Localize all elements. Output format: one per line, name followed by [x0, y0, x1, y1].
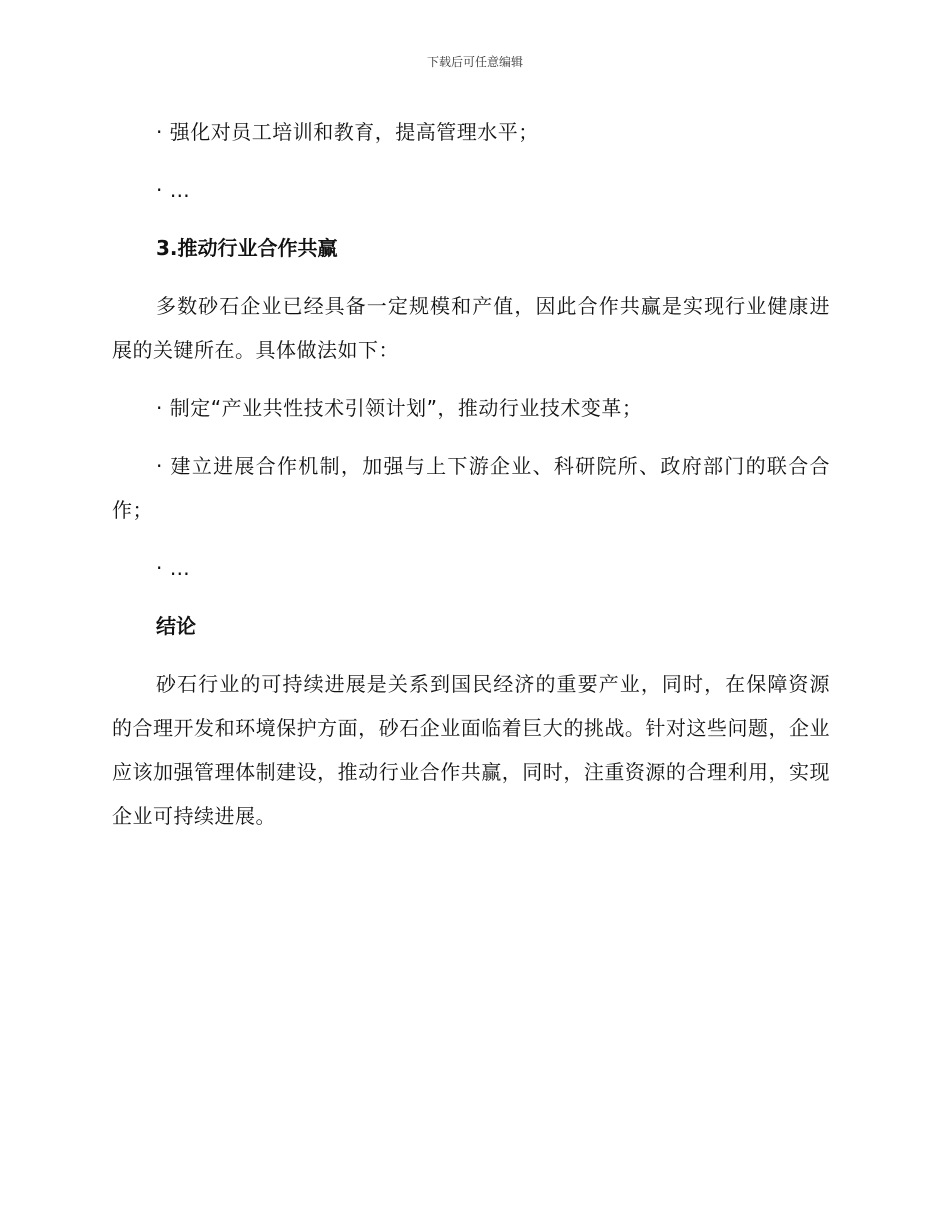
- bullet-tech-plan: · 制定“产业共性技术引领计划”，推动行业技术变革；: [156, 396, 643, 420]
- bullet-ellipsis-1: · …: [156, 178, 191, 202]
- conclusion-heading: 结论: [156, 614, 196, 638]
- bullet-ellipsis-2: · …: [156, 556, 191, 580]
- document-body: [112, 110, 830, 838]
- section-3-heading: 3.推动行业合作共赢: [156, 236, 338, 260]
- bullet-cooperation-mechanism: · 建立进展合作机制，加强与上下游企业、科研院所、政府部门的联合合作；: [112, 454, 830, 522]
- page-header-note: 下载后可任意编辑: [426, 55, 523, 69]
- conclusion-paragraph: 砂石行业的可持续进展是关系到国民经济的重要产业，同时，在保障资源的合理开发和环境保护方面，砂石企业面临着巨大的挑战。针对这些问题，企业应该加强管理体制建设，推动行业合作共赢，同时，注重资源的合理利用，实现企业可持续进展。: [112, 672, 830, 828]
- bullet-staff-training: · 强化对员工培训和教育，提高管理水平；: [156, 120, 539, 144]
- section-3-intro: 多数砂石企业已经具备一定规模和产值，因此合作共赢是实现行业健康进展的关键所在。具体做法如下：: [112, 294, 830, 362]
